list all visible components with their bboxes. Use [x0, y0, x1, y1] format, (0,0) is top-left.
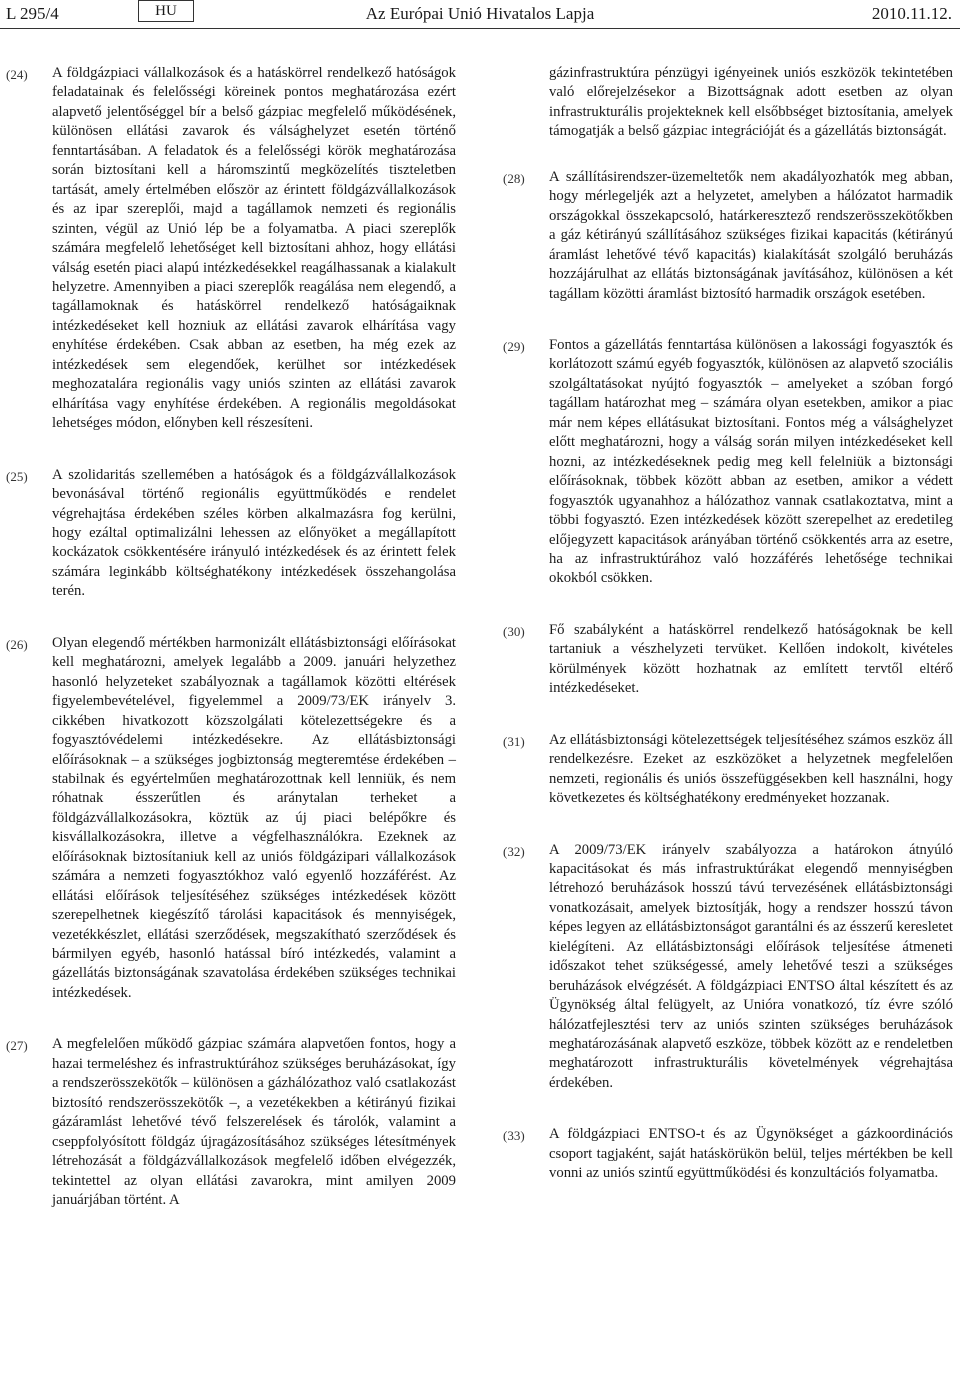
- recital-text: Fő szabályként a hatáskörrel rendelkező hatóságoknak be kell tartaniuk a vészhelyzeti tervüket. Kellően indokolt, kivételes körülmények között hozhatnak az említett tervtől eltérő intézkedéseket.: [549, 621, 953, 697]
- recital-text: Fontos a gázellátás fenntartása különösen a lakossági fogyasztók és korlátozott számú egyéb fogyasztók, különösen az alapvető szociális szolgáltatásokat nyújtó fogyasztók – amelyeket a szóban forgó tagállam határozhat meg – számára olyan esetekben, amikor a piac már nem képes ellátásukat biztosítani. Fontos még a válsághelyzet előtt meghatározni, hogy a válság során milyen intézkedéseket kell hozni, az intézkedéseknek pedig meg kell felelniük a biztonsági előírásoknak, többek között abban az esetben, amikor a védett fogyasztók ugyanahhoz a hálózathoz vannak csatlakoztatva, mint a többi fogyasztó. Ezen intézkedések között szerepelhet az eredetileg előjegyzett kapacitások arányában történő csökkentés arra az esetre, ha az infrastruktúrához való hozzáférés lehetősége technikai okokból csökken.: [549, 336, 953, 587]
- recital-text: A megfelelően működő gázpiac számára alapvetően fontos, hogy a hazai termeléshez és infrastruktúrához szükséges beruházásokat, így a rendszerösszekötők – különösen a gázhálózathoz való csatlakozást biztosító rendszerösszekötők –, a vezetékekben a kétirányú fizikai gázáramlást lehetővé tévő felszerelések és tárolók, valamint a cseppfolyósított földgáz újragázosításához szükséges létesítmények létrehozását a földgázvállalkozások megfelelő időben elvégezzék, tekintettel az olyan ellátási zavarokra, mint amilyen 2009 januárjában történt. A: [52, 1036, 456, 1209]
- language-badge: HU: [138, 0, 194, 22]
- journal-title: Az Európai Unió Hivatalos Lapja: [365, 4, 595, 23]
- recital-number: (29): [503, 338, 525, 354]
- recital: [6, 1035, 456, 1210]
- recital: [503, 621, 953, 699]
- recital: [503, 841, 953, 1094]
- recital-text: A 2009/73/EK irányelv szabályozza a határokon átnyúló kapacitásokat és más infrastruktúrákat elegendő mennyiségben létrehozó beruházások hosszú távú tervezésének ellátásbiztonsági vonatkozásait, amelyek biztosítják, hogy a rendszer hosszú távon képes legyen az ellátásbiztonságot garantálni és az ésszerű keresletet kielégíteni. Az ellátásbiztonsági előírások teljesítése átmeneti időszakot tehet szükségessé, amely lehetővé teszi a szükséges beruházások elvégzését. A földgázpiaci ENTSO által készített és az Ügynökség által felügyelt, az Unióra vonatkozó, tíz évre szóló hálózatfejlesztési terv az uniós szinten szükséges beruházások meghatározásának alapvető eszköze, többek között az e rendeletben meghatározott infrastrukturális követelmények végrehajtása érdekében.: [549, 841, 953, 1091]
- recital: [6, 64, 456, 434]
- recital-text: A szállításirendszer-üzemeltetők nem akadályozhatók meg abban, hogy mérlegeljék azt a helyzetet, amelyben a hálózatot harmadik országokkal összekapcsoló, határkeresztező rendszerösszekötőkben a gáz kétirányú szállításához szükséges fizikai kapacitás (kétirányú áramlást lehetővé tévő kapacitás) kialakítását szolgáló beruházás hozzájárulhat az ellátás biztonságának javításához, különösen a két tagállam közötti áramlást biztosító harmadik országok esetében.: [549, 168, 953, 302]
- page-header: [0, 0, 960, 28]
- recital-number: (27): [6, 1038, 28, 1054]
- recital: [6, 634, 456, 1004]
- recital: [503, 64, 953, 142]
- recital-number: (26): [6, 636, 28, 652]
- recital: [503, 731, 953, 809]
- recital-text: A földgázpiaci ENTSO-t és az Ügynökséget a gázkoordinációs csoport tagjaként, saját hatáskörükön belül, teljes mértékben be kell vonni az uniós szintű együttműködési és konzultációs folyamatba.: [549, 1126, 953, 1182]
- recital-number: (30): [503, 623, 525, 639]
- recital-text: A szolidaritás szellemében a hatóságok és a földgázvállalkozások bevonásával történő regionális együttműködés e rendelet végrehajtása érdekében széles körben alkalmazásra fog kerülni, hogy ezáltal optimalizálni lehessen az előnyöket a megállapított kockázatok csökkentésére irányuló intézkedések és az érintett felek számára leginkább költséghatékony intézkedések összehangolása terén.: [52, 466, 456, 600]
- recital-number: (25): [6, 468, 28, 484]
- recital-number: (28): [503, 170, 525, 186]
- page-reference: L 295/4: [6, 4, 59, 23]
- recital-number: (32): [503, 843, 525, 859]
- recital-text: Olyan elegendő mértékben harmonizált ellátásbiztonsági előírásokat kell meghatározni, amelyek legalább a 2009. januári helyzethez hasonló helyzeteket szabályoznak a tagállamok közötti eltérések figyelembevételével, figyelemmel a 2009/73/EK irányelv 3. cikkében hivatkozott közszolgálati kötelezettségekre és a fogyasztóvédelemi intézkedésekre. Az ellátásbiztonsági előírásoknak – a szükséges jogbiztonság megteremtése érdekében – stabilnak és egyértelműen meghatározottnak kell lenniük, és nem róhatnak ésszerűtlen és aránytalan terheket a földgázvállalkozásokra, köztük az új piaci belépőkre és kisvállalkozásokra, illetve a végfelhasználókra. Ezeknek az előírásoknak biztosítaniuk kell az uniós földgázipari vállalkozások számára a nemzeti fogyasztókhoz való egyenlő hozzáférést. Az ellátási előírások teljesítéséhez szükséges intézkedések között szerepelhetnek kiegészítő tárolási kapacitások és mennyiségek, vezetékkészlet, ellátási szerződések, megszakítható szerződések és bármilyen egyéb, hasonló hatással bíró intézkedés, valamint a gázellátás biztonságának szavatolása érdekében szükséges technikai intézkedések.: [52, 634, 456, 1001]
- recital-number: (24): [6, 67, 28, 82]
- right-column: [503, 64, 953, 1216]
- recital: [503, 336, 953, 589]
- recital-number: (31): [503, 733, 525, 749]
- recital-text: Az ellátásbiztonsági kötelezettségek teljesítéséhez számos eszköz áll rendelkezésre. Ezeket az eszközöket a helyzetnek megfelelően nemzeti, regionális és uniós összefüggésekben kell használni, hogy következetes és költséghatékony eredményeket hozzanak.: [549, 731, 953, 807]
- header-rule: [0, 28, 960, 29]
- recital-text: gázinfrastruktúra pénzügyi igényeinek uniós eszközök tekintetében való előrejelzésekor a Bizottságnak adott esetben az olyan infrastrukturális projekteknek kell elsőbbséget biztosítania, amelyek támogatják a belső gázpiac integrációját és a gázellátás biztonságát.: [549, 65, 953, 140]
- left-column: [6, 64, 456, 1242]
- recital-number: (33): [503, 1128, 525, 1144]
- recital: [503, 1125, 953, 1183]
- recital: [6, 466, 456, 602]
- publication-date: 2010.11.12.: [871, 4, 952, 23]
- recital: [503, 168, 953, 304]
- recital-text: A földgázpiaci vállalkozások és a hatáskörrel rendelkező hatóságok feladatainak és felelősségi köreinek pontos meghatározása ezért alapvető jelentőséggel bír a belső gázpiac megfelelő működésének, különösen ellátási zavarok és válsághelyzet esetén történő fenntartásában. A feladatok és a felelősségi körök meghatározása során biztosítani kell a háromszintű megközelítés tiszteletben tartását, amely értelmében először az érintett földgázvállalkozások és az ipar szereplői, majd a tagállamok nemzeti és regionális szinten, végül az Unió lép be a folyamatba. A piaci szereplők számára megfelelő lehetőséget kell biztosítani ahhoz, hogy ellátási válság esetén piaci alapú intézkedésekkel reagálhassanak a kialakult helyzetre. Amennyiben a piaci szereplők reagálása nem elegendő, a tagállamoknak és hatáskörrel rendelkező hatóságaiknak intézkedéseket kell hozniuk az ellátási zavarok elhárítása vagy enyhítése érdekében. Csak abban az esetben, ha még ezek az intézkedések sem elegendőek, kerülhet sor intézkedések meghozatalára regionális vagy uniós szinten az ellátási zavarok elhárítása vagy enyhítése érdekében. A regionális megoldásokat lehetséges módon, előnyben kell részesíteni.: [52, 65, 456, 432]
